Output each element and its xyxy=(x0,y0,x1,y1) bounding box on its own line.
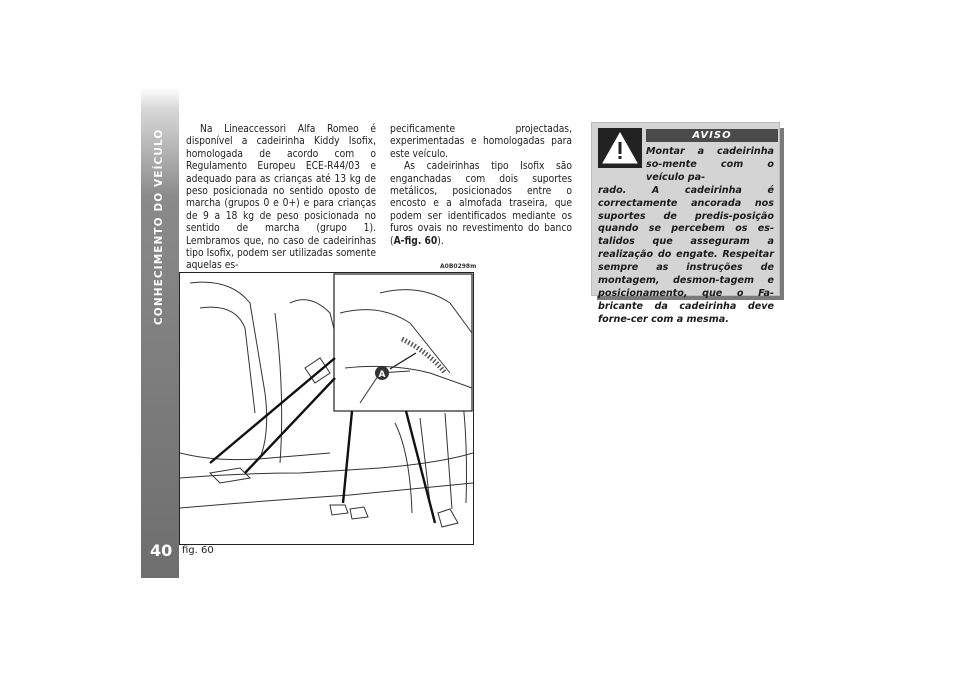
paragraph-text: As cadeirinhas tipo Isofix são enganchadas com dois suportes metálicos, posicionados entre o encosto e a almofada traseira, que podem ser identificados mediante os furos ovais no revestimento do banco ( xyxy=(390,161,572,247)
seat-illustration xyxy=(180,273,473,544)
warning-text xyxy=(598,146,774,327)
page-number: 40 xyxy=(150,541,173,560)
warning-text-first: Montar a cadeirinha so-mente com o veículo pa- xyxy=(646,146,774,183)
warning-header: AVISO xyxy=(646,129,778,142)
warning-text-rest: rado. A cadeirinha é correctamente ancorada nos suportes de predis-posição quando se percebem os es-talidos que asseguram a realização do engate. Respeitar sempre as instruções de montagem, desmon-tagem e posicionamento, que o Fa-bricante da cadeirinha deve forne-cer com a mesma. xyxy=(598,184,774,325)
text-column-1 xyxy=(186,124,376,273)
figure-illustration xyxy=(179,272,474,545)
body-paragraph: pecificamente projectadas, experimentadas e homologadas para este veículo. xyxy=(390,124,572,160)
body-paragraph xyxy=(390,161,572,248)
callout-label: A xyxy=(378,370,386,380)
figure-code: A0B0298m xyxy=(440,263,477,270)
figure-reference: A-fig. 60 xyxy=(393,235,438,247)
section-title-text: CONHECIMENTO DO VEÍCULO xyxy=(153,128,165,325)
body-paragraph: Na Lineaccessori Alfa Romeo é disponível a cadeirinha Kiddy Isofix, homologada de acordo com o Regulamento Europeu ECE-R44/03 e adequado para as crianças até 13 kg de peso posicionada no sentido oposto de marcha (grupos 0 e 0+) e para crianças de 9 a 18 kg de peso posicionada no sentido de marcha (grupo 1). Lembramos que, no caso de cadeirinhas tipo Isofix, podem ser utilizadas somente aquelas es- xyxy=(186,124,376,272)
text-column-2 xyxy=(390,124,572,248)
paragraph-end: ). xyxy=(437,235,444,247)
section-title xyxy=(141,87,179,387)
figure-caption: fig. 60 xyxy=(182,545,214,556)
